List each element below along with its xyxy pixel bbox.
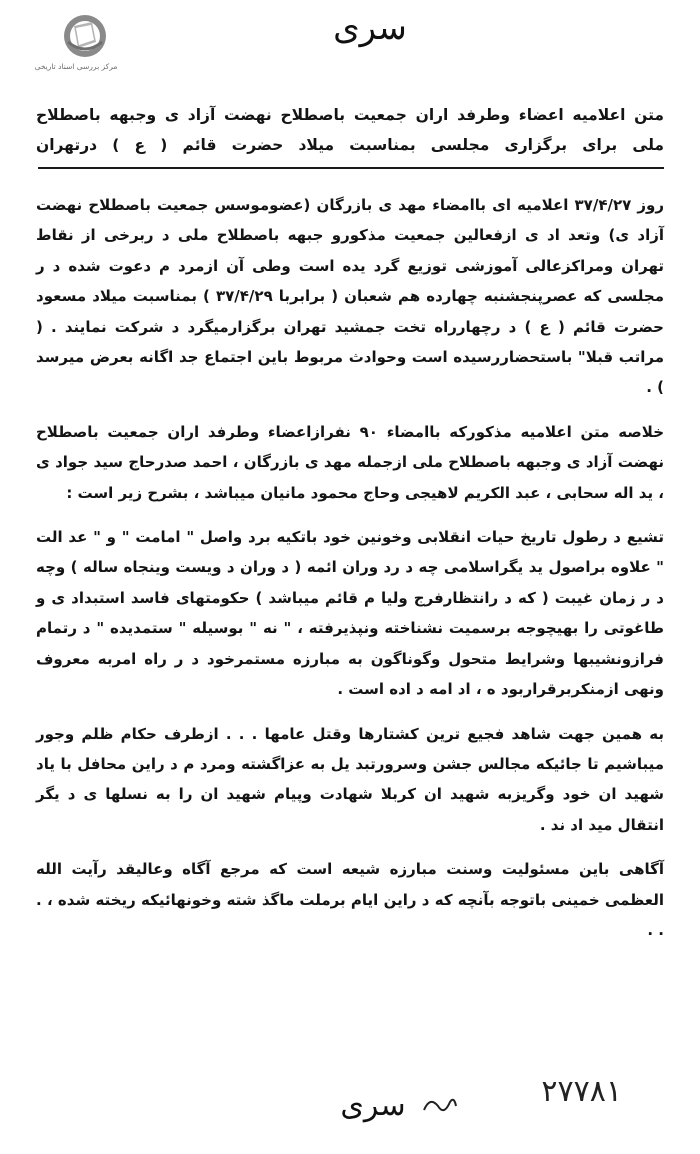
subject-divider bbox=[38, 167, 664, 169]
document-body bbox=[36, 190, 664, 945]
footer-classification: سری bbox=[340, 1088, 406, 1123]
body-paragraph: روز ۳۷/۴/۲۷ اعلامیه ای باامضاء مهد ی بازرگان (عضوموسس جمعیت باصطلاح نهضت آزاد ی) وتعد اد ی ازفعالین جمعیت مذکورو جبهه باصطلاح ملی د ربرخی از نقاط تهران ومراکزعالی آموزشی توزیع گرد یده است وطی آن ازمرد م دعوت شده د ر مجلسی که عصرپنجشنبه چهارده هم شعبان ( برابربا ۳۷/۴/۲۹ ) بمناسبت میلاد مسعود حضرت قائم ( ع ) د رچهارراه تخت جمشید تهران برگزارمیگرد د شرکت نمایند . ( مراتب قبلا" باستحضاررسیده است وحوادث مربوط باین اجتماع جد اگانه بعرض میرسد ) . bbox=[36, 196, 665, 397]
body-paragraph: تشیع د رطول تاریخ حیات انقلابی وخونین خود باتکیه برد واصل " امامت " و " عد الت " علاوه براصول ید یگراسلامی چه د رد وران ائمه ( د وران د ویست وینجاه ساله ) وچه د ر زمان غیبت ( که د رانتظارفرج ولیا م قائم میباشد ) حکومتهای فاسد استبداد ی و طاغوتی را بهیچوجه برسمیت نشناخته ونپذیرفته ، " نه " بوسیله " ستمدیده " د رتمام فرازونشیبها وشرایط متحول وگوناگون به مبارزه مستمرخود د ر راه امربه معروف ونهی ازمنکربرقراربود ه ، اد امه د اده است . bbox=[36, 528, 664, 699]
archive-seal-icon bbox=[54, 12, 112, 60]
document-subject: متن اعلامیه اعضاء وطرفد اران جمعیت باصطلاح نهضت آزاد ی وجبهه باصطلاح ملی برای برگزاری مجلسی بمناسبت میلاد حضرت قائم ( ع ) درتهران bbox=[36, 106, 664, 154]
body-paragraph: آگاهی باین مسئولیت وسنت مبارزه شیعه است که مرجع آگاه وعالیقد رآیت الله العظمی خمینی باتوجه بآنچه که د راین ایام برملت ماگذ شته وخونهائیکه ریخته شده ، . . . bbox=[36, 860, 664, 939]
body-paragraph: خلاصه متن اعلامیه مذکورکه باامضاء ۹۰ نفرازاعضاء وطرفد اران جمعیت باصطلاح نهضت آزاد ی وجبهه باصطلاح ملی ازجمله مهد ی بازرگان ، احمد صدرحاج سید جواد ی ، ید اله سحابی ، عبد الکریم لاهیجی وحاج محمود مانیان میباشد ، بشرح زیر است : bbox=[36, 422, 665, 502]
document-number: ۲۷۷۸۱ bbox=[541, 1074, 622, 1109]
archive-logo bbox=[18, 12, 128, 72]
classification-stamp: سری bbox=[333, 8, 407, 48]
archive-logo-caption: مرکز بررسی اسناد تاریخی bbox=[34, 62, 118, 71]
body-paragraph: به همین جهت شاهد فجیع ترین کشتارها وقتل عامها . . . ازطرف حکام ظلم وجور میباشیم تا جائیکه مجالس جشن وسرورتبد یل به عزاگشته ومرد م د راین محافل با یاد شهید ان خود وگریزبه شهید ان کربلا شهادت وپیام شهید ان را به نسلها ی د یگر انتقال مید اد ند . bbox=[36, 724, 664, 834]
